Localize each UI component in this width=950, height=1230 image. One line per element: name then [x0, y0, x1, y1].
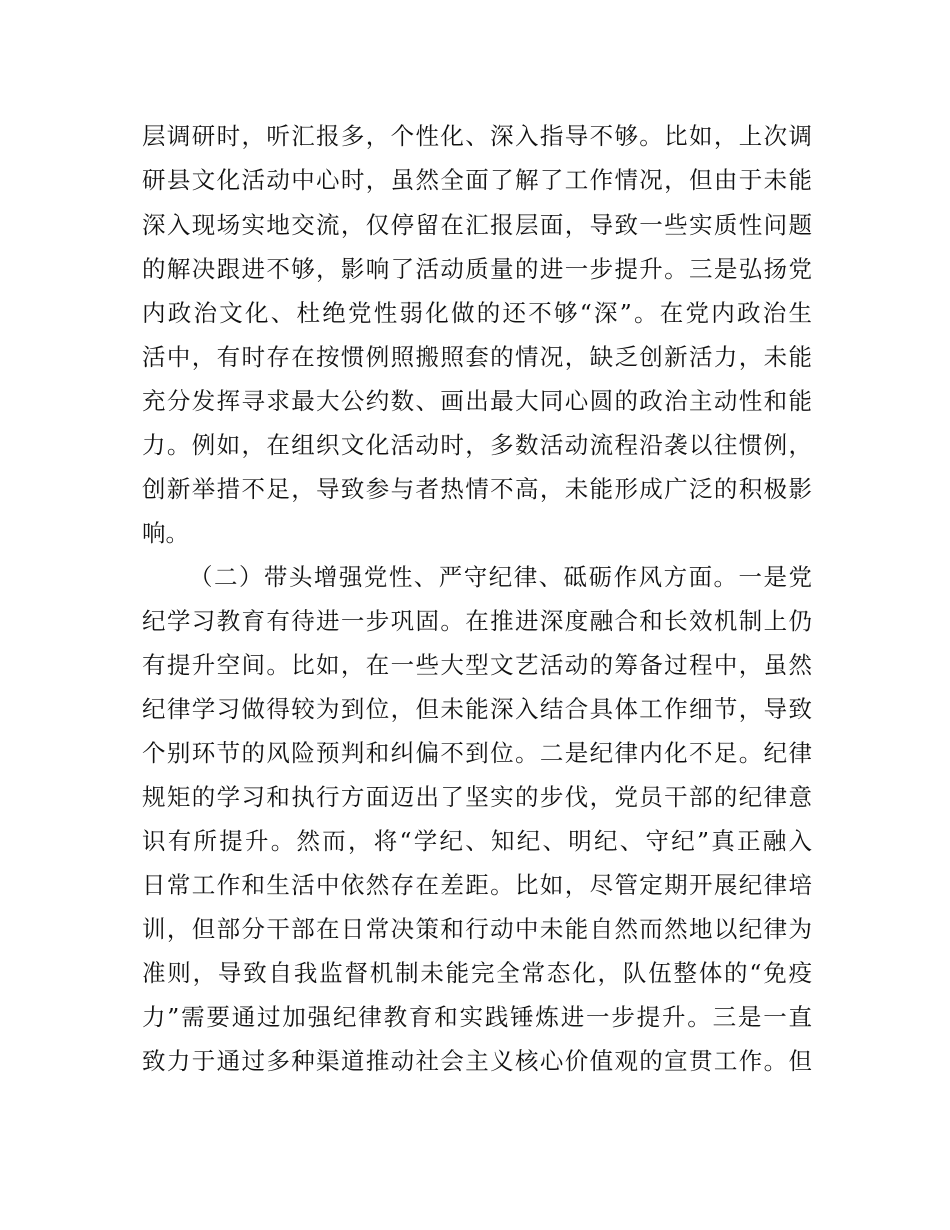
text-line: 规矩的学习和执行方面迈出了坚实的步伐，党员干部的纪律意 [142, 783, 812, 811]
text-line: 纪律学习做得较为到位，但未能深入结合具体工作细节，导致 [142, 695, 812, 723]
text-line: 日常工作和生活中依然存在差距。比如，尽管定期开展纪律培 [142, 871, 812, 899]
text-line: 深入现场实地交流，仅停留在汇报层面，导致一些实质性问题 [142, 211, 812, 239]
text-line: 纪学习教育有待进一步巩固。在推进深度融合和长效机制上仍 [142, 607, 812, 635]
text-line: 研县文化活动中心时，虽然全面了解了工作情况，但由于未能 [142, 166, 812, 194]
text-line: 个别环节的风险预判和纠偏不到位。二是纪律内化不足。纪律 [142, 739, 812, 767]
text-line: 创新举措不足，导致参与者热情不高，未能形成广泛的积极影 [142, 475, 812, 503]
text-line: 训，但部分干部在日常决策和行动中未能自然而然地以纪律为 [142, 915, 812, 943]
text-line: 活中，有时存在按惯例照搬照套的情况，缺乏创新活力，未能 [142, 343, 812, 371]
text-line: 的解决跟进不够，影响了活动质量的进一步提升。三是弘扬党 [142, 255, 812, 283]
text-line: 力。例如，在组织文化活动时，多数活动流程沿袭以往惯例， [142, 431, 812, 459]
text-line: 响。 [142, 519, 189, 547]
text-line: 准则，导致自我监督机制未能完全常态化，队伍整体的“免疫 [142, 959, 812, 987]
text-line: 有提升空间。比如，在一些大型文艺活动的筹备过程中，虽然 [142, 651, 812, 679]
text-line: 层调研时，听汇报多，个性化、深入指导不够。比如，上次调 [142, 122, 812, 150]
text-line: （二）带头增强党性、严守纪律、砥砺作风方面。一是党 [189, 563, 812, 591]
text-line: 识有所提升。然而，将“学纪、知纪、明纪、守纪”真正融入 [142, 827, 812, 855]
text-line: 充分发挥寻求最大公约数、画出最大同心圆的政治主动性和能 [142, 387, 812, 415]
text-line: 力”需要通过加强纪律教育和实践锤炼进一步提升。三是一直 [142, 1003, 812, 1031]
text-line: 致力于通过多种渠道推动社会主义核心价值观的宣贯工作。但 [142, 1047, 812, 1075]
text-line: 内政治文化、杜绝党性弱化做的还不够“深”。在党内政治生 [142, 299, 812, 327]
